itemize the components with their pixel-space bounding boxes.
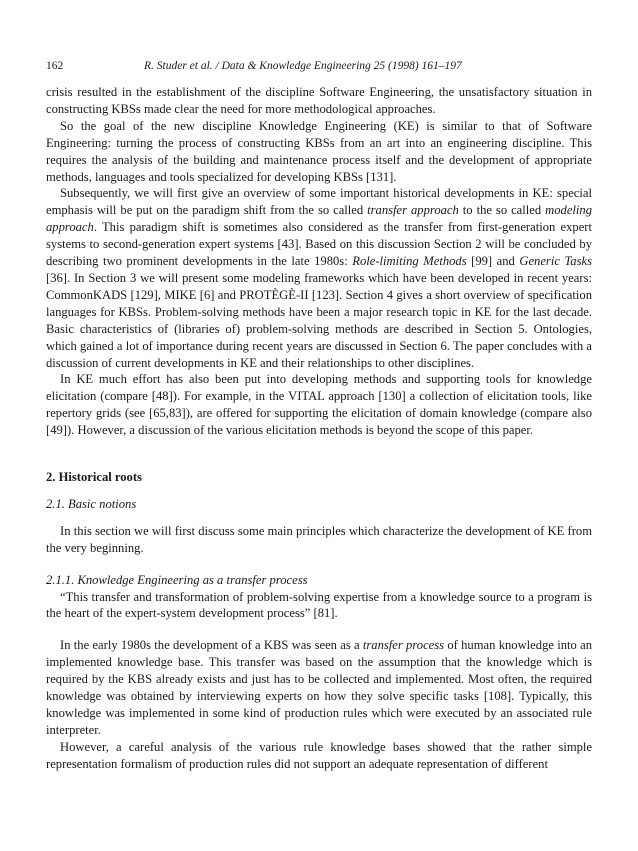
text-run: to the so called bbox=[458, 203, 546, 218]
quotation: “This transfer and transformation of problem-solving expertise from a knowledge source to a program is the heart of the expert-system development process” [81]. bbox=[46, 589, 592, 621]
text-run: Subsequently, we will first give an overview of some important historical developments in KE: special emphasis will be put on the paradigm shift from the so called bbox=[46, 186, 592, 218]
running-title: R. Studer et al. / Data & Knowledge Engineering 25 (1998) 161–197 bbox=[144, 60, 462, 72]
emphasis-generic-tasks: Generic Tasks bbox=[519, 254, 592, 269]
paragraph-overview bbox=[46, 185, 592, 371]
spacer bbox=[46, 486, 592, 496]
text-run: [36]. In Section 3 we will present some modeling frameworks which have been developed in recent years: CommonKADS [129], MIKE [6] and PROTÈGÈ-II [123]. Section 4 gives a short overview of specification languages for KBSs. Problem-solving methods have been a major research topic in KE for the last decade. Basic characteristics of (libraries of) problem-solving methods are described in Section 5. Ontologies, which gained a lot of importance during recent years are discussed in Section 6. The paper concludes with a discussion of current developments in KE and their relationships to other disciplines. bbox=[46, 270, 592, 370]
paragraph-elicitation: In KE much effort has also been put into developing methods and supporting tools for knowledge elicitation (compare [48]). For example, in the VITAL approach [130] a collection of elicitation tools, like repertory grids (see [65,83]), are offered for supporting the elicitation of domain knowledge (compare also [49]). However, a discussion of the various elicitation methods is beyond the scope of this paper. bbox=[46, 372, 592, 438]
running-header bbox=[46, 58, 592, 74]
spacer bbox=[46, 557, 592, 572]
article-body bbox=[46, 84, 592, 773]
subsection-heading-basic-notions: 2.1. Basic notions bbox=[46, 496, 137, 511]
text-run: . This paradigm shift is sometimes also considered as the transfer from first-generation expert systems to second-generation expert systems [43]. Based on this discussion Section 2 will be concluded by describing two prominent developments in the late 1980s: bbox=[46, 220, 592, 269]
text-run: [99] and bbox=[466, 254, 520, 269]
page-number: 162 bbox=[46, 60, 64, 72]
section-heading-historical-roots: 2. Historical roots bbox=[46, 470, 142, 485]
text-run: of human knowledge into an implemented knowledge base. This transfer was based on the assumption that the knowledge which is required by the KBS already exists and just has to be collected and implemented. Most often, the required knowledge was obtained by interviewing experts on how they solve specific tasks [108]. Typically, this knowledge was implemented in some kind of production rules which were executed by an associated rule interpreter. bbox=[46, 638, 593, 737]
paragraph-continuation: crisis resulted in the establishment of the discipline Software Engineering, the unsatisfactory situation in constructing KBSs made clear the need for more methodological approaches. bbox=[46, 85, 592, 116]
emphasis-role-limiting-methods: Role-limiting Methods bbox=[352, 254, 467, 269]
paragraph-rule-analysis: However, a careful analysis of the various rule knowledge bases showed that the rather simple representation formalism of production rules did not support an adequate representation of different bbox=[46, 739, 592, 771]
paragraph-early-1980s bbox=[46, 637, 592, 738]
subsubsection-heading-transfer-process: 2.1.1. Knowledge Engineering as a transfer process bbox=[46, 572, 308, 587]
spacer bbox=[46, 439, 592, 469]
emphasis-modeling-approach: modeling approach bbox=[46, 203, 593, 235]
paragraph-main-principles: In this section we will first discuss some main principles which characterize the development of KE from the very beginning. bbox=[46, 523, 592, 555]
emphasis-transfer-process: transfer process bbox=[362, 638, 445, 653]
paragraph-ke-goal: So the goal of the new discipline Knowledge Engineering (KE) is similar to that of Software Engineering: turning the process of constructing KBSs from an art into an engineering discipline. This requires the analysis of the building and maintenance process itself and the development of appropriate methods, languages and tools specialized for developing KBSs [131]. bbox=[46, 118, 592, 184]
text-run: In the early 1980s the development of a KBS was seen as a bbox=[60, 638, 363, 653]
emphasis-transfer-approach: transfer approach bbox=[367, 203, 459, 218]
spacer bbox=[46, 513, 592, 523]
spacer bbox=[46, 622, 592, 637]
